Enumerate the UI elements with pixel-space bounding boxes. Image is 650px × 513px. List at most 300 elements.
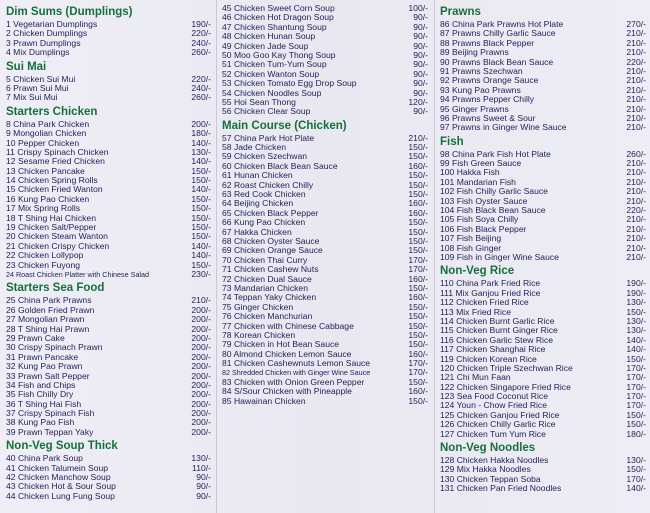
menu-item-price: 150/- (626, 409, 646, 420)
menu-item (222, 162, 428, 171)
menu-item-price: 170/- (626, 362, 646, 373)
menu-item (222, 209, 428, 218)
menu-item-price: 210/- (408, 132, 428, 143)
menu-item (6, 362, 211, 371)
menu-item (222, 4, 428, 13)
menu-item-name: 100 Hakka Fish (440, 168, 500, 178)
menu-item-price: 200/- (191, 398, 211, 409)
menu-item-name: 35 Fish Chilly Dry (6, 390, 74, 400)
menu-item-name: 14 Chicken Spring Rolls (6, 176, 98, 186)
menu-item (440, 317, 646, 326)
menu-item (6, 20, 211, 29)
menu-item (6, 492, 211, 501)
menu-item-price: 200/- (191, 389, 211, 400)
menu-item-name: 79 Chicken in Hot Bean Sauce (222, 340, 340, 350)
menu-item (222, 340, 428, 349)
menu-item-name: 20 Chicken Steam Wanton (6, 232, 108, 242)
menu-item (222, 32, 428, 41)
menu-item-price: 190/- (626, 287, 646, 298)
menu-item-name: 120 Chicken Triple Szechwan Rice (440, 363, 573, 373)
menu-item-name: 107 Fish Beijing (440, 234, 502, 244)
menu-item-price: 260/- (626, 148, 646, 159)
menu-item-price: 140/- (191, 240, 211, 251)
menu-item-name: 90 Prawns Black Bean Sauce (440, 57, 554, 67)
menu-item-price: 150/- (408, 311, 428, 322)
menu-item (6, 204, 211, 213)
menu-item (222, 218, 428, 227)
menu-item-price: 210/- (626, 112, 646, 123)
menu-item-name: 91 Prawns Szechwan (440, 66, 523, 76)
menu-item (6, 75, 211, 84)
menu-item-price: 90/- (413, 31, 428, 42)
menu-item-price: 90/- (196, 490, 211, 501)
menu-item-price: 150/- (408, 329, 428, 340)
menu-item-name: 115 Chicken Burnt Ginger Rice (440, 326, 558, 336)
menu-item (440, 336, 646, 345)
menu-item-name: 130 Chicken Teppan Soba (440, 474, 541, 484)
menu-item-price: 150/- (408, 245, 428, 256)
menu-section (6, 439, 211, 501)
menu-item-price: 180/- (191, 128, 211, 139)
menu-item (440, 289, 646, 298)
menu-item-name: 92 Prawns Orange Sauce (440, 76, 539, 86)
menu-item (6, 400, 211, 409)
menu-item-price: 160/- (408, 273, 428, 284)
menu-item-name: 51 Chicken Tum-Yum Soup (222, 60, 327, 70)
menu-item-price: 170/- (626, 381, 646, 392)
menu-item (440, 234, 646, 243)
menu-item (440, 168, 646, 177)
menu-item-price: 190/- (626, 278, 646, 289)
menu-item-name: 3 Prawn Dumplings (6, 38, 81, 48)
menu-item-price: 150/- (408, 376, 428, 387)
menu-item-price: 150/- (408, 395, 428, 406)
menu-item (6, 270, 211, 279)
menu-item-name: 98 China Park Fish Hot Plate (440, 149, 551, 159)
menu-item-price: 130/- (626, 325, 646, 336)
menu-item (6, 157, 211, 166)
menu-item-name: 50 Moo Goo Kay Thong Soup (222, 50, 336, 60)
menu-item (440, 58, 646, 67)
menu-item (440, 484, 646, 493)
menu-item-name: 33 Prawn Salt Pepper (6, 371, 90, 381)
menu-item-name: 19 Chicken Salt/Pepper (6, 223, 97, 233)
menu-item-name: 96 Prawns Sweet & Sour (440, 113, 536, 123)
menu-item-name: 108 Fish Ginger (440, 243, 502, 253)
menu-item (6, 120, 211, 129)
menu-item (6, 482, 211, 491)
menu-item (6, 306, 211, 315)
menu-item-name: 81 Chicken Cashewnuts Lemon Sauce (222, 359, 371, 369)
menu-item-price: 130/- (626, 315, 646, 326)
menu-item-name: 74 Teppan Yaky Chicken (222, 293, 317, 303)
menu-item-name: 99 Fish Green Sauce (440, 159, 522, 169)
menu-item (440, 76, 646, 85)
menu-item-name: 106 Fish Black Pepper (440, 224, 527, 234)
menu-item-name: 58 Jade Chicken (222, 143, 287, 153)
menu-item (6, 176, 211, 185)
menu-item-name: 85 Hawainan Chicken (222, 396, 306, 406)
menu-item (6, 390, 211, 399)
menu-item (6, 325, 211, 334)
menu-item-name: 46 Chicken Hot Dragon Soup (222, 13, 334, 23)
menu-item (440, 225, 646, 234)
menu-item-price: 200/- (191, 332, 211, 343)
menu-item (6, 29, 211, 38)
menu-item (6, 167, 211, 176)
menu-item-price: 240/- (191, 37, 211, 48)
menu-item-name: 84 S/Sour Chicken with Pineapple (222, 387, 352, 397)
menu-item-name: 62 Roast Chicken Chilly (222, 180, 314, 190)
section-heading: Starters Sea Food (6, 282, 105, 295)
menu-item (6, 372, 211, 381)
menu-item-price: 150/- (191, 231, 211, 242)
menu-item-name: 43 Chicken Hot & Sour Soup (6, 482, 116, 492)
menu-item-price: 150/- (191, 175, 211, 186)
menu-item (6, 214, 211, 223)
menu-item-name: 66 Kung Pao Chicken (222, 218, 306, 228)
menu-item (222, 228, 428, 237)
section-heading: Prawns (440, 6, 481, 18)
menu-item-name: 102 Fish Chilly Garlic Sauce (440, 187, 548, 197)
menu-item-name: 97 Prawns in Ginger Wine Sauce (440, 123, 567, 133)
menu-item-name: 86 China Park Prawns Hot Plate (440, 20, 564, 29)
menu-item-price: 150/- (408, 151, 428, 162)
menu-item (6, 251, 211, 260)
menu-item (222, 199, 428, 208)
menu-item-price: 90/- (413, 12, 428, 23)
menu-item-name: 23 Chicken Fuyong (6, 260, 81, 270)
menu-item (222, 13, 428, 22)
menu-item-name: 28 T Shing Hai Prawn (6, 324, 90, 334)
menu-item-name: 49 Chicken Jade Soup (222, 41, 309, 51)
menu-item-name: 63 Red Cook Chicken (222, 190, 306, 200)
menu-item-price: 160/- (408, 160, 428, 171)
section-heading: Fish (440, 135, 464, 148)
menu-item-name: 5 Chicken Sui Mui (6, 74, 76, 84)
menu-item-price: 210/- (191, 295, 211, 306)
menu-item-price: 140/- (191, 137, 211, 148)
menu-item-name: 83 Chicken with Onion Green Pepper (222, 377, 365, 387)
menu-item-price: 170/- (408, 358, 428, 369)
menu-item-price: 90/- (413, 49, 428, 60)
menu-item (6, 454, 211, 463)
menu-item-name: 116 Chicken Garlic Stew Rice (440, 335, 554, 345)
menu-item (440, 345, 646, 354)
menu-item-price: 150/- (408, 226, 428, 237)
menu-item-price: 200/- (191, 118, 211, 129)
menu-item (222, 359, 428, 368)
menu-item-price: 210/- (626, 47, 646, 58)
menu-item-price: 270/- (626, 19, 646, 29)
menu-item-price: 150/- (626, 306, 646, 317)
menu-item-price: 100/- (408, 3, 428, 13)
menu-item-price: 150/- (626, 464, 646, 475)
menu-item-name: 65 Chicken Black Pepper (222, 208, 319, 218)
menu-item-price: 210/- (626, 176, 646, 187)
menu-item (222, 42, 428, 51)
menu-item-price: 190/- (191, 19, 211, 29)
menu-item-price: 210/- (626, 28, 646, 39)
menu-item (440, 420, 646, 429)
menu-item-price: 240/- (191, 82, 211, 93)
menu-item-name: 1 Vegetarian Dumplings (6, 20, 98, 29)
menu-item-price: 120/- (408, 96, 428, 107)
menu-item-name: 39 Prawn Teppan Yaky (6, 427, 94, 437)
menu-item-price: 140/- (191, 250, 211, 261)
menu-item (440, 150, 646, 159)
menu-item-price: 150/- (408, 282, 428, 293)
menu-item-price: 170/- (626, 400, 646, 411)
menu-item-name: 13 Chicken Pancake (6, 166, 85, 176)
menu-item (6, 84, 211, 93)
menu-item-name: 7 Mix Sui Mui (6, 93, 58, 103)
menu-item-price: 140/- (626, 344, 646, 355)
menu-item (222, 331, 428, 340)
menu-item (440, 67, 646, 76)
menu-item (6, 223, 211, 232)
menu-item (222, 60, 428, 69)
menu-item (6, 464, 211, 473)
menu-item-price: 200/- (191, 426, 211, 437)
menu-item (440, 456, 646, 465)
menu-item (6, 409, 211, 418)
menu-item-price: 150/- (191, 222, 211, 233)
menu-item-price: 90/- (413, 87, 428, 98)
menu-item-price: 130/- (626, 297, 646, 308)
menu-item-price: 160/- (408, 292, 428, 303)
menu-column-2 (222, 4, 428, 406)
menu-item-price: 210/- (626, 84, 646, 95)
menu-item-name: 36 T Shing Hai Fish (6, 399, 82, 409)
menu-item-price: 210/- (626, 242, 646, 253)
section-heading: Dim Sums (Dumplings) (6, 6, 133, 18)
menu-item-name: 113 Mix Fried Rice (440, 307, 511, 317)
menu-item-price: 90/- (413, 106, 428, 117)
menu-item-price: 210/- (626, 223, 646, 234)
menu-item (222, 134, 428, 143)
menu-item-name: 53 Chicken Tomato Egg Drop Soup (222, 79, 357, 89)
menu-item (440, 39, 646, 48)
menu-item (222, 23, 428, 32)
menu-item (440, 298, 646, 307)
menu-section (6, 105, 211, 280)
menu-item-price: 210/- (626, 186, 646, 197)
menu-item-price: 90/- (413, 68, 428, 79)
menu-section (6, 60, 211, 103)
menu-item-name: 111 Mix Ganjou Fried Rice (440, 288, 541, 298)
menu-item-price: 150/- (408, 339, 428, 350)
menu-item-price: 210/- (626, 94, 646, 105)
menu-item-price: 170/- (626, 391, 646, 402)
menu-item-name: 61 Hunan Chicken (222, 171, 293, 181)
menu-item-price: 130/- (626, 455, 646, 466)
menu-item-price: 150/- (408, 142, 428, 153)
menu-item-price: 220/- (626, 56, 646, 67)
menu-item-price: 200/- (191, 379, 211, 390)
menu-item (440, 253, 646, 262)
menu-item (6, 334, 211, 343)
menu-item-price: 180/- (626, 428, 646, 439)
menu-item-name: 30 Crispy Spinach Prawn (6, 343, 103, 353)
menu-item-price: 90/- (413, 21, 428, 32)
menu-item (222, 275, 428, 284)
menu-section (440, 441, 646, 494)
menu-item-price: 170/- (626, 372, 646, 383)
menu-item-name: 2 Chicken Dumplings (6, 29, 88, 39)
menu-item (222, 256, 428, 265)
menu-item-name: 87 Prawns Chilly Garlic Sauce (440, 29, 556, 39)
menu-section (440, 5, 646, 133)
menu-item (222, 190, 428, 199)
menu-section (440, 264, 646, 439)
menu-item-name: 95 Ginger Prawns (440, 104, 509, 114)
menu-item-price: 140/- (191, 184, 211, 195)
menu-item-price: 200/- (191, 314, 211, 325)
menu-item (440, 48, 646, 57)
menu-item-name: 68 Chicken Oyster Sauce (222, 236, 320, 246)
menu-item-name: 70 Chicken Thai Curry (222, 255, 308, 265)
menu-item (440, 178, 646, 187)
menu-item-name: 69 Chicken Orange Sauce (222, 246, 323, 256)
menu-item-price: 150/- (408, 189, 428, 200)
menu-item-name: 11 Crispy Spinach Chicken (6, 147, 109, 157)
menu-item-name: 75 Ginger Chicken (222, 302, 294, 312)
menu-section (222, 119, 428, 406)
section-heading: Sui Mai (6, 60, 47, 73)
menu-item-price: 150/- (408, 179, 428, 190)
menu-item-price: 200/- (191, 304, 211, 315)
menu-item-price: 200/- (191, 408, 211, 419)
menu-item-price: 140/- (626, 334, 646, 345)
menu-item (6, 418, 211, 427)
menu-item-price: 210/- (626, 75, 646, 86)
menu-item-price: 140/- (191, 156, 211, 167)
menu-item (6, 428, 211, 437)
menu-item-price: 170/- (408, 264, 428, 275)
menu-item-name: 31 Prawn Pancake (6, 352, 79, 362)
menu-item-name: 105 Fish Soya Chilly (440, 215, 519, 225)
menu-item (222, 107, 428, 116)
menu-item (440, 392, 646, 401)
menu-item (440, 29, 646, 38)
menu-item (222, 293, 428, 302)
menu-item-price: 150/- (191, 165, 211, 176)
menu-item (440, 105, 646, 114)
menu-item-name: 8 China Park Chicken (6, 119, 90, 129)
menu-item (222, 79, 428, 88)
menu-item-name: 101 Mandarian Fish (440, 177, 516, 187)
menu-item-price: 260/- (191, 92, 211, 103)
menu-item-name: 48 Chicken Hunan Soup (222, 32, 316, 42)
menu-item (222, 181, 428, 190)
menu-item-price: 200/- (191, 370, 211, 381)
menu-item (222, 237, 428, 246)
menu-item-price: 220/- (626, 205, 646, 216)
menu-item-price: 150/- (626, 353, 646, 364)
menu-item-price: 210/- (626, 233, 646, 244)
menu-section (6, 5, 211, 58)
menu-item (440, 383, 646, 392)
menu-item (440, 206, 646, 215)
menu-item-price: 220/- (191, 73, 211, 84)
menu-item-name: 57 China Park Hot Plate (222, 133, 315, 143)
menu-item-name: 72 Chicken Dual Sauce (222, 274, 312, 284)
menu-item-price: 160/- (408, 348, 428, 359)
menu-item-name: 126 Chicken Chilly Garlic Rice (440, 420, 556, 430)
menu-item-price: 160/- (408, 198, 428, 209)
menu-item-price: 210/- (626, 65, 646, 76)
menu-item (440, 373, 646, 382)
menu-item (6, 148, 211, 157)
menu-item-price: 140/- (626, 483, 646, 494)
section-heading: Main Course (Chicken) (222, 119, 347, 132)
menu-item-price: 90/- (413, 40, 428, 51)
menu-item (6, 242, 211, 251)
menu-item-price: 160/- (408, 207, 428, 218)
menu-item (6, 185, 211, 194)
menu-item-price: 210/- (626, 251, 646, 262)
menu-item-price: 150/- (408, 170, 428, 181)
menu-section (6, 281, 211, 437)
column-divider (216, 0, 217, 513)
menu-item-price: 210/- (626, 214, 646, 225)
menu-item-name: 109 Fish in Ginger Wine Sauce (440, 252, 559, 262)
section-heading: Non-Veg Noodles (440, 442, 536, 455)
menu-item-price: 170/- (408, 254, 428, 265)
menu-item-name: 88 Prawns Black Pepper (440, 38, 535, 48)
menu-item (440, 411, 646, 420)
menu-item (440, 326, 646, 335)
menu-item (440, 244, 646, 253)
menu-item (6, 139, 211, 148)
menu-item-name: 16 Kung Pao Chicken (6, 194, 90, 204)
menu-item-name: 122 Chicken Singapore Fried Rice (440, 382, 571, 392)
menu-item-name: 129 Mix Hakka Noodles (440, 465, 531, 475)
menu-item-name: 25 China Park Prawns (6, 296, 92, 306)
menu-item-name: 121 Chi Mun Faan (440, 373, 511, 383)
menu-item-name: 24 Roast Chicken Platter with Chinese Salad (6, 269, 150, 279)
menu-column-3 (440, 4, 646, 494)
menu-section (222, 4, 428, 117)
menu-item (440, 95, 646, 104)
menu-item (222, 378, 428, 387)
menu-item (222, 171, 428, 180)
menu-item-name: 76 Chicken Manchurian (222, 312, 313, 322)
menu-item-price: 130/- (191, 146, 211, 157)
section-heading: Non-Veg Soup Thick (6, 440, 118, 453)
menu-item-name: 52 Chicken Wanton Soup (222, 69, 320, 79)
menu-item-name: 44 Chicken Lung Fung Soup (6, 491, 115, 501)
menu-item-price: 110/- (192, 462, 211, 473)
menu-item-name: 17 Mix Spring Rolls (6, 204, 81, 214)
menu-item-price: 170/- (408, 367, 428, 378)
menu-item-name: 45 Chicken Sweet Corn Soup (222, 4, 335, 13)
menu-item-price: 150/- (191, 193, 211, 204)
menu-item (6, 129, 211, 138)
menu-item-name: 117 Chicken Shanghai Rice (440, 345, 546, 355)
menu-item-name: 27 Mongolian Prawn (6, 315, 85, 325)
menu-item (222, 284, 428, 293)
menu-item-name: 15 Chicken Fried Wanton (6, 185, 103, 195)
menu-item (440, 187, 646, 196)
menu-item (222, 265, 428, 274)
menu-item-name: 38 Kung Pao Fish (6, 418, 75, 428)
menu-item-name: 10 Pepper Chicken (6, 138, 80, 148)
menu-item-name: 114 Chicken Burnt Garlic Rice (440, 316, 555, 326)
menu-item-price: 200/- (191, 417, 211, 428)
menu-item-name: 125 Chicken Ganjou Fried Rice (440, 410, 560, 420)
